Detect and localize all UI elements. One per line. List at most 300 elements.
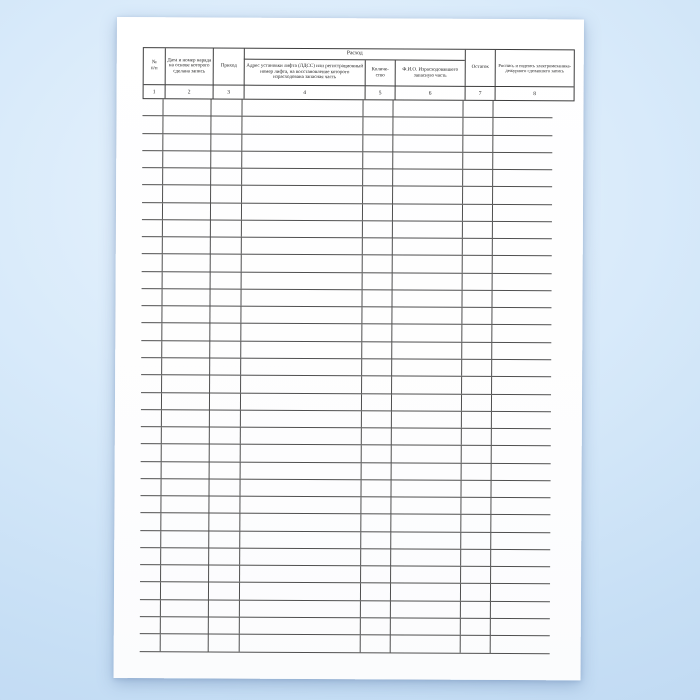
empty-cell (241, 307, 362, 324)
empty-cell (362, 411, 392, 427)
empty-cell (242, 221, 363, 238)
empty-cell (493, 222, 552, 239)
empty-cell (461, 498, 491, 514)
empty-cell (393, 204, 463, 221)
column-number-2: 2 (165, 84, 213, 98)
empty-cell (163, 203, 211, 220)
empty-cell (493, 153, 552, 170)
empty-cell (241, 462, 362, 479)
empty-cell (363, 187, 393, 203)
empty-cell (210, 289, 241, 305)
empty-cell (241, 376, 362, 393)
empty-cell (363, 100, 393, 116)
empty-cell (391, 567, 461, 584)
empty-cell (241, 445, 362, 462)
empty-cell (361, 601, 391, 617)
empty-cell (461, 602, 491, 618)
empty-cell (211, 272, 242, 288)
empty-cell (140, 496, 161, 512)
empty-cell (392, 463, 462, 480)
empty-cell (240, 531, 361, 548)
empty-cell (141, 393, 162, 409)
empty-cell (162, 462, 210, 479)
empty-cell (140, 531, 161, 547)
table-row (141, 427, 551, 446)
empty-cell (163, 220, 211, 237)
table-row (140, 496, 550, 515)
empty-cell (393, 152, 463, 169)
table-body (140, 99, 553, 654)
empty-cell (162, 341, 210, 358)
empty-cell (162, 306, 210, 323)
empty-cell (242, 117, 363, 134)
empty-cell (463, 118, 493, 134)
table-row (140, 479, 550, 498)
empty-cell (140, 479, 161, 495)
empty-cell (361, 549, 391, 565)
empty-cell (363, 221, 393, 237)
column-number-1: 1 (144, 84, 165, 98)
empty-cell (463, 256, 493, 272)
empty-cell (392, 290, 462, 307)
empty-cell (361, 618, 391, 634)
empty-cell (493, 136, 552, 153)
empty-cell (140, 617, 161, 633)
empty-cell (493, 239, 552, 256)
empty-cell (162, 410, 210, 427)
empty-cell (492, 394, 551, 411)
table-row (140, 548, 550, 567)
table-row (142, 99, 552, 118)
empty-cell (163, 272, 211, 289)
column-header-quantity: Количе- ство (365, 60, 395, 85)
empty-cell (391, 584, 461, 601)
empty-cell (142, 255, 163, 271)
empty-cell (141, 410, 162, 426)
column-header-address: Адрес установки лифта (ЛДСС) или регистрационный номер лифта, на восстановление которого израсходована запасная часть (244, 60, 365, 86)
empty-cell (391, 601, 461, 618)
empty-cell (362, 290, 392, 306)
empty-cell (241, 341, 362, 358)
empty-cell (491, 619, 550, 636)
empty-cell (242, 151, 363, 168)
empty-cell (391, 515, 461, 532)
empty-cell (211, 186, 242, 202)
empty-cell (492, 308, 551, 325)
table-row (140, 565, 550, 584)
empty-cell (492, 360, 551, 377)
empty-cell (241, 428, 362, 445)
empty-cell (392, 394, 462, 411)
empty-cell (210, 341, 241, 357)
empty-cell (163, 255, 211, 272)
empty-cell (492, 429, 551, 446)
empty-cell (391, 532, 461, 549)
column-number-6: 6 (395, 85, 465, 99)
table-row (141, 341, 551, 360)
empty-cell (461, 532, 491, 548)
empty-cell (240, 479, 361, 496)
empty-cell (210, 428, 241, 444)
table-row (142, 220, 552, 239)
empty-cell (240, 514, 361, 531)
empty-cell (141, 306, 162, 322)
empty-cell (241, 410, 362, 427)
empty-cell (392, 411, 462, 428)
empty-cell (163, 186, 211, 203)
empty-cell (140, 514, 161, 530)
empty-cell (163, 151, 211, 168)
empty-cell (142, 237, 163, 253)
empty-cell (162, 427, 210, 444)
empty-cell (391, 498, 461, 515)
empty-cell (363, 135, 393, 151)
empty-cell (209, 617, 240, 633)
table-row (142, 185, 552, 204)
empty-cell (161, 514, 209, 531)
empty-cell (461, 636, 491, 652)
empty-cell (210, 445, 241, 461)
empty-cell (361, 566, 391, 582)
empty-cell (240, 549, 361, 566)
empty-cell (142, 272, 163, 288)
empty-cell (462, 394, 492, 410)
empty-cell (211, 134, 242, 150)
empty-cell (142, 99, 163, 115)
table-row (141, 358, 551, 377)
empty-cell (393, 273, 463, 290)
empty-cell (240, 600, 361, 617)
empty-cell (461, 550, 491, 566)
empty-cell (142, 151, 163, 167)
empty-cell (141, 427, 162, 443)
empty-cell (209, 514, 240, 530)
column-number-8: 8 (495, 86, 574, 100)
empty-cell (492, 325, 551, 342)
table-row (141, 324, 551, 343)
empty-cell (209, 583, 240, 599)
table-row (142, 168, 552, 187)
table-row (141, 375, 551, 394)
empty-cell (210, 358, 241, 374)
empty-cell (463, 239, 493, 255)
empty-cell (209, 566, 240, 582)
empty-cell (140, 634, 161, 650)
empty-cell (140, 583, 161, 599)
empty-cell (240, 635, 361, 652)
column-number-7: 7 (465, 86, 495, 100)
empty-cell (140, 600, 161, 616)
empty-cell (361, 636, 391, 652)
column-number-4: 4 (244, 85, 365, 100)
empty-cell (162, 358, 210, 375)
empty-cell (491, 515, 550, 532)
empty-cell (393, 221, 463, 238)
group-header-rashod: Расход (244, 49, 465, 61)
empty-cell (161, 531, 209, 548)
empty-cell (462, 360, 492, 376)
column-header-signature: Роспись и подпись электромеханика-дежурного сделавшего запись (495, 50, 574, 86)
empty-cell (210, 324, 241, 340)
empty-cell (462, 291, 492, 307)
table-row (142, 116, 552, 135)
empty-cell (491, 584, 550, 601)
empty-cell (362, 446, 392, 462)
empty-cell (161, 617, 209, 634)
table-row (140, 531, 550, 550)
empty-cell (362, 342, 392, 358)
empty-cell (242, 134, 363, 151)
table-row (141, 306, 551, 325)
empty-cell (493, 170, 552, 187)
empty-cell (161, 583, 209, 600)
empty-cell (392, 377, 462, 394)
empty-cell (392, 446, 462, 463)
empty-cell (491, 567, 550, 584)
empty-cell (240, 566, 361, 583)
empty-cell (461, 619, 491, 635)
empty-cell (211, 220, 242, 236)
empty-cell (210, 410, 241, 426)
empty-cell (363, 204, 393, 220)
empty-cell (361, 515, 391, 531)
table-row (141, 462, 551, 481)
empty-cell (361, 532, 391, 548)
empty-cell (393, 256, 463, 273)
table-row (141, 444, 551, 463)
empty-cell (463, 204, 493, 220)
empty-cell (462, 446, 492, 462)
empty-cell (493, 256, 552, 273)
empty-cell (211, 117, 242, 133)
empty-cell (393, 187, 463, 204)
empty-cell (463, 222, 493, 238)
empty-cell (140, 548, 161, 564)
empty-cell (162, 393, 210, 410)
empty-cell (392, 359, 462, 376)
empty-cell (363, 273, 393, 289)
empty-cell (493, 118, 552, 135)
empty-cell (141, 375, 162, 391)
empty-cell (142, 203, 163, 219)
empty-cell (140, 565, 161, 581)
empty-cell (241, 393, 362, 410)
table-row (140, 583, 550, 602)
empty-cell (462, 463, 492, 479)
empty-cell (461, 481, 491, 497)
empty-cell (391, 480, 461, 497)
empty-cell (209, 531, 240, 547)
empty-cell (492, 291, 551, 308)
empty-cell (461, 584, 491, 600)
empty-cell (210, 393, 241, 409)
empty-cell (241, 324, 362, 341)
empty-cell (362, 377, 392, 393)
empty-cell (463, 170, 493, 186)
empty-cell (242, 169, 363, 186)
table-row (140, 634, 550, 653)
empty-cell (463, 153, 493, 169)
empty-cell (163, 168, 211, 185)
table-row (142, 203, 552, 222)
table-row (142, 151, 552, 170)
table-row (140, 514, 550, 533)
empty-cell (491, 498, 550, 515)
empty-cell (141, 358, 162, 374)
empty-cell (492, 377, 551, 394)
table-row (142, 272, 552, 291)
empty-cell (361, 584, 391, 600)
empty-cell (211, 151, 242, 167)
empty-cell (240, 497, 361, 514)
empty-cell (161, 565, 209, 582)
empty-cell (142, 220, 163, 236)
empty-cell (141, 324, 162, 340)
empty-cell (392, 342, 462, 359)
empty-cell (242, 203, 363, 220)
empty-cell (242, 186, 363, 203)
spare-parts-journal-table (140, 47, 575, 654)
empty-cell (142, 168, 163, 184)
empty-cell (161, 600, 209, 617)
empty-cell (141, 462, 162, 478)
empty-cell (462, 325, 492, 341)
empty-cell (393, 170, 463, 187)
empty-cell (491, 481, 550, 498)
table-row (141, 410, 551, 429)
table-row (141, 289, 551, 308)
empty-cell (211, 203, 242, 219)
empty-cell (393, 100, 463, 117)
empty-cell (392, 428, 462, 445)
empty-cell (393, 239, 463, 256)
table-row (140, 617, 550, 636)
empty-cell (362, 463, 392, 479)
empty-cell (141, 444, 162, 460)
empty-cell (492, 412, 551, 429)
empty-cell (493, 101, 552, 118)
table-row (140, 600, 550, 619)
empty-cell (492, 464, 551, 481)
column-number-3: 3 (213, 85, 244, 99)
empty-cell (211, 99, 242, 115)
empty-cell (241, 359, 362, 376)
empty-cell (493, 205, 552, 222)
table-header (143, 47, 575, 101)
empty-cell (492, 446, 551, 463)
empty-cell (161, 548, 209, 565)
empty-cell (391, 549, 461, 566)
empty-cell (491, 602, 550, 619)
empty-cell (240, 583, 361, 600)
empty-cell (142, 134, 163, 150)
empty-cell (240, 618, 361, 635)
empty-cell (393, 118, 463, 135)
empty-cell (491, 636, 550, 653)
empty-cell (363, 169, 393, 185)
empty-cell (491, 550, 550, 567)
empty-cell (211, 238, 242, 254)
column-header-fio: Ф.И.О. Израсходовавшего запасную часть (395, 60, 465, 85)
empty-cell (462, 343, 492, 359)
empty-cell (363, 256, 393, 272)
empty-cell (493, 274, 552, 291)
empty-cell (463, 101, 493, 117)
empty-cell (492, 343, 551, 360)
empty-cell (362, 359, 392, 375)
empty-cell (462, 412, 492, 428)
table-row (142, 134, 552, 153)
empty-cell (242, 272, 363, 289)
empty-cell (209, 548, 240, 564)
empty-cell (491, 533, 550, 550)
empty-cell (461, 567, 491, 583)
empty-cell (241, 290, 362, 307)
form-page (114, 17, 584, 680)
empty-cell (462, 429, 492, 445)
empty-cell (162, 445, 210, 462)
empty-cell (163, 237, 211, 254)
empty-cell (363, 238, 393, 254)
empty-cell (210, 376, 241, 392)
column-header-prihod: Приход (213, 49, 244, 85)
empty-cell (162, 289, 210, 306)
column-number-5: 5 (365, 85, 395, 99)
empty-cell (209, 479, 240, 495)
empty-cell (211, 169, 242, 185)
table-row (142, 255, 552, 274)
empty-cell (462, 308, 492, 324)
empty-cell (242, 255, 363, 272)
empty-cell (161, 479, 209, 496)
table-row (142, 237, 552, 256)
column-header-order: Дата и номер наряда на основе которого сделана запись (165, 48, 213, 84)
empty-cell (210, 307, 241, 323)
empty-cell (162, 375, 210, 392)
empty-cell (209, 635, 240, 651)
empty-cell (392, 308, 462, 325)
empty-cell (391, 636, 461, 653)
empty-cell (463, 273, 493, 289)
empty-cell (211, 255, 242, 271)
column-header-ostatok: Остаток (465, 50, 495, 86)
empty-cell (362, 325, 392, 341)
empty-cell (461, 515, 491, 531)
empty-cell (362, 307, 392, 323)
empty-cell (210, 462, 241, 478)
empty-cell (142, 116, 163, 132)
empty-cell (209, 497, 240, 513)
empty-cell (161, 634, 209, 651)
empty-cell (163, 117, 211, 134)
empty-cell (463, 135, 493, 151)
empty-cell (242, 100, 363, 117)
empty-cell (362, 394, 392, 410)
empty-cell (242, 238, 363, 255)
empty-cell (141, 341, 162, 357)
empty-cell (363, 118, 393, 134)
empty-cell (463, 187, 493, 203)
empty-cell (163, 99, 211, 116)
empty-cell (161, 496, 209, 513)
empty-cell (163, 134, 211, 151)
empty-cell (141, 289, 162, 305)
empty-cell (142, 185, 163, 201)
empty-cell (162, 324, 210, 341)
empty-cell (391, 618, 461, 635)
empty-cell (209, 600, 240, 616)
empty-cell (493, 187, 552, 204)
